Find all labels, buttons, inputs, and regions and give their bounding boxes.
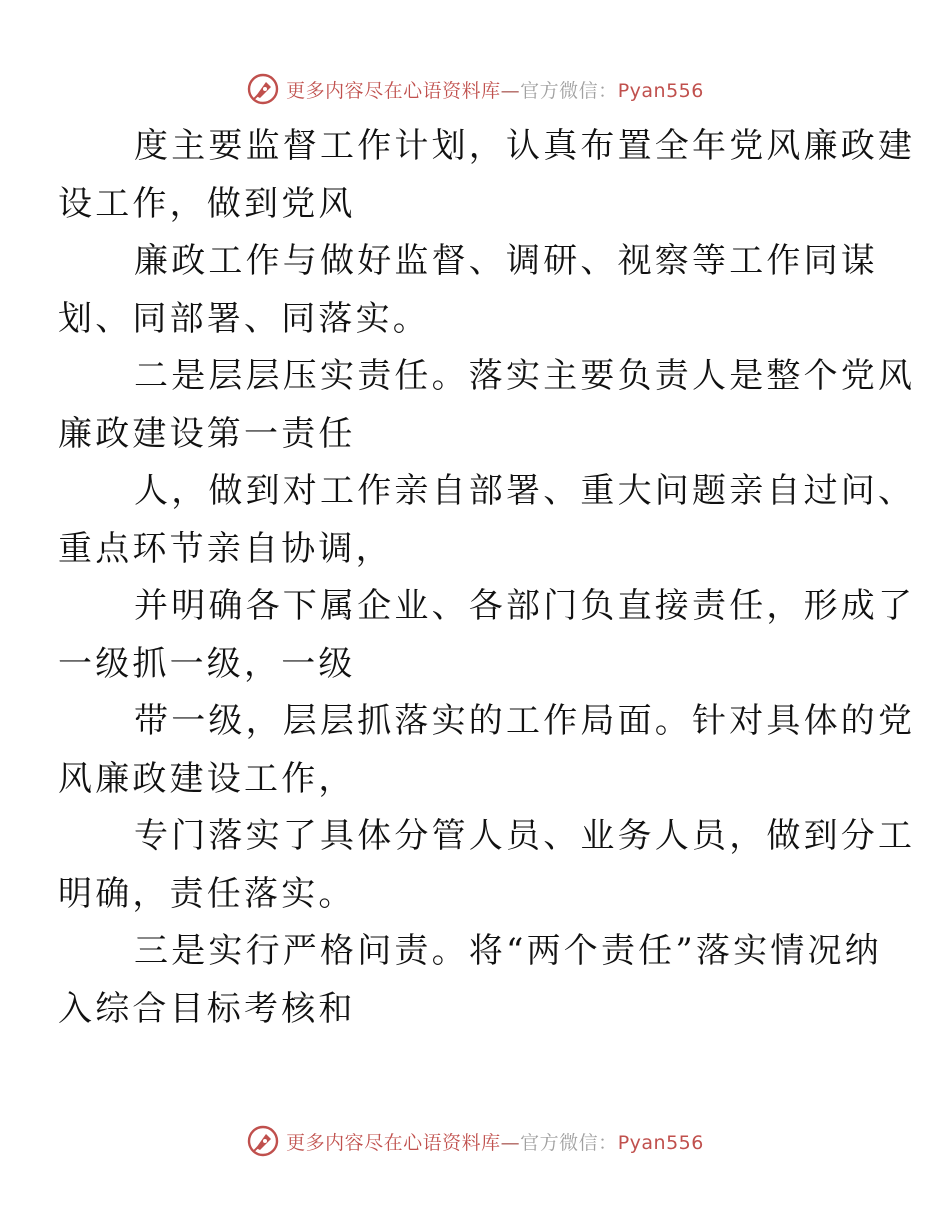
- paragraph-line: 专门落实了具体分管人员、业务人员，做到分工: [134, 816, 916, 856]
- paragraph-line: 廉政建设第一责任: [58, 413, 356, 454]
- document-body: [58, 118, 916, 1038]
- paragraph-line: 明确，责任落实。: [58, 873, 356, 914]
- footer-banner-text: [286, 1128, 704, 1155]
- paragraph-line: 并明确各下属企业、各部门负直接责任，形成了: [134, 586, 916, 626]
- paragraph-line: 划、同部署、同落实。: [58, 298, 430, 339]
- paragraph-line: 廉政工作与做好监督、调研、视察等工作同谋: [134, 241, 878, 281]
- paragraph-line: 风廉政建设工作，: [58, 758, 356, 799]
- paragraph-line: 三是实行严格问责。将“两个责任”落实情况纳: [134, 931, 882, 971]
- paragraph-line: 人，做到对工作亲自部署、重大问题亲自过问、: [134, 471, 916, 511]
- pen-nib-logo-icon: [246, 1124, 280, 1158]
- header-banner-label: 官方微信：: [520, 79, 618, 102]
- paragraph: [58, 808, 916, 923]
- header-banner-main: 更多内容尽在心语资料库: [286, 79, 501, 102]
- header-banner-dash: —: [500, 79, 521, 102]
- footer-banner: [0, 1123, 950, 1159]
- footer-banner-main: 更多内容尽在心语资料库: [286, 1131, 501, 1154]
- paragraph-line: 入综合目标考核和: [58, 988, 356, 1029]
- footer-banner-label: 官方微信：: [520, 1131, 618, 1154]
- header-banner-id: Pyan556: [617, 79, 704, 102]
- footer-banner-dash: —: [500, 1131, 521, 1154]
- paragraph-line: 带一级，层层抓落实的工作局面。针对具体的党: [134, 701, 916, 741]
- paragraph: [58, 348, 916, 463]
- paragraph: [58, 923, 882, 1038]
- paragraph-line: 重点环节亲自协调，: [58, 528, 393, 569]
- footer-banner-id: Pyan556: [617, 1131, 704, 1154]
- pen-nib-logo-icon: [246, 72, 280, 106]
- paragraph: [58, 578, 916, 693]
- paragraph-line: 一级抓一级，一级: [58, 643, 356, 684]
- header-banner-text: [286, 76, 704, 103]
- paragraph: [58, 118, 916, 233]
- paragraph-line: 度主要监督工作计划，认真布置全年党风廉政建: [134, 126, 916, 166]
- paragraph: [58, 693, 916, 808]
- header-banner: [0, 71, 950, 107]
- paragraph: [58, 463, 916, 578]
- paragraph: [58, 233, 878, 348]
- paragraph-line: 二是层层压实责任。落实主要负责人是整个党风: [134, 356, 916, 396]
- paragraph-line: 设工作，做到党风: [58, 183, 356, 224]
